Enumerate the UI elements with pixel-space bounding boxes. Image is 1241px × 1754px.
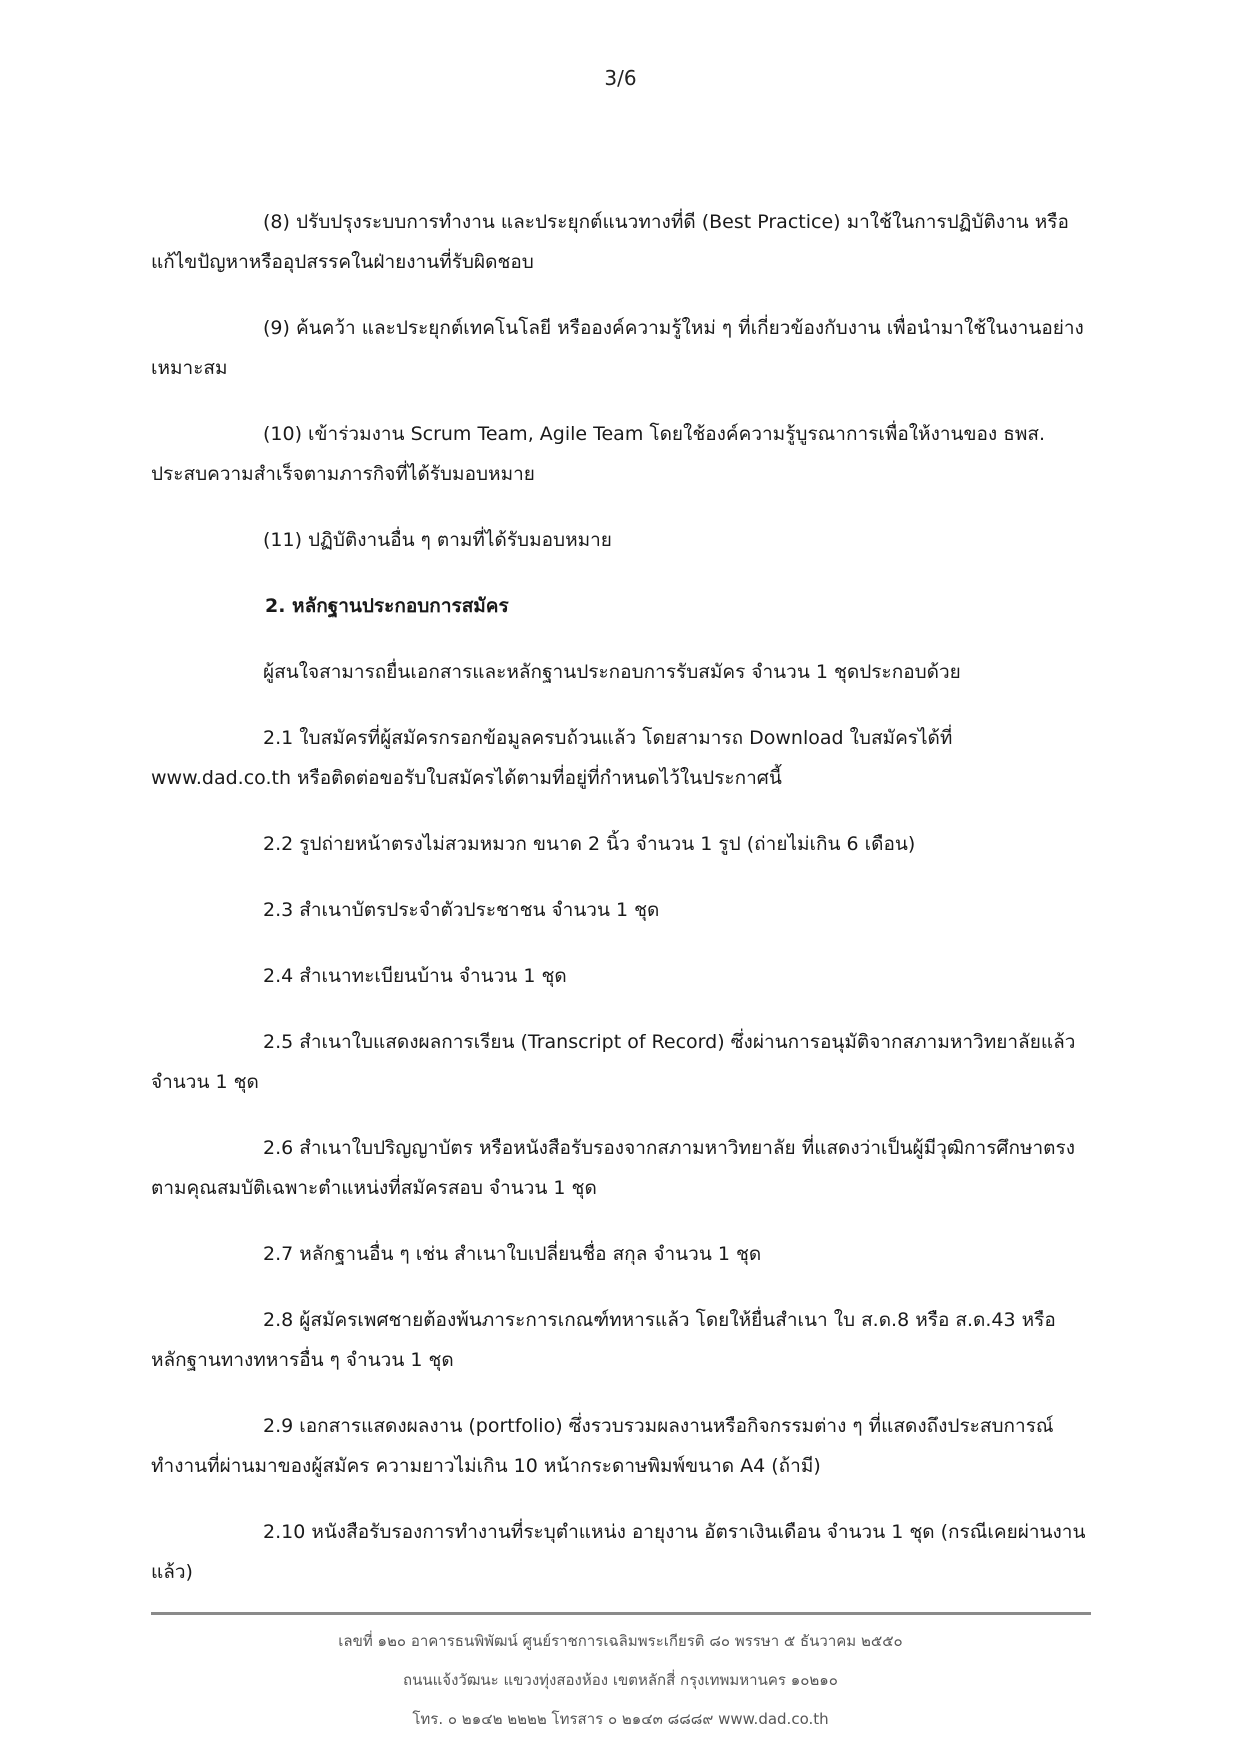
document-item-2-10: 2.10 หนังสือรับรองการทำงานที่ระบุตำแหน่ง อายุงาน อัตราเงินเดือน จำนวน 1 ชุด (กรณีเคยผ่านงานแล้ว) xyxy=(151,1521,1086,1583)
document-item-2-3: 2.3 สำเนาบัตรประจำตัวประชาชน จำนวน 1 ชุด xyxy=(263,899,660,921)
document-item-2-7: 2.7 หลักฐานอื่น ๆ เช่น สำเนาใบเปลี่ยนชื่อ สกุล จำนวน 1 ชุด xyxy=(263,1243,762,1265)
duty-item-9: (9) ค้นคว้า และประยุกต์เทคโนโลยี หรือองค์ความรู้ใหม่ ๆ ที่เกี่ยวข้องกับงาน เพื่อนำมาใช้ในงานอย่างเหมาะสม xyxy=(151,317,1084,379)
duty-item-8: (8) ปรับปรุงระบบการทำงาน และประยุกต์แนวทางที่ดี (Best Practice) มาใช้ในการปฏิบัติงาน หรือแก้ไขปัญหาหรืออุปสรรคในฝ่ายงานที่รับผิดชอบ xyxy=(151,211,1069,273)
page-number: 3/6 xyxy=(604,66,637,90)
document-item-2-1: 2.1 ใบสมัครที่ผู้สมัครกรอกข้อมูลครบถ้วนแล้ว โดยสามารถ Download ใบสมัครได้ที่ www.dad.co.th หรือติดต่อขอรับใบสมัครได้ตามที่อยู่ที่กำหนดไว้ในประกาศนี้ xyxy=(151,727,953,789)
documents-intro: ผู้สนใจสามารถยื่นเอกสารและหลักฐานประกอบการรับสมัคร จำนวน 1 ชุดประกอบด้วย xyxy=(263,661,961,683)
document-item-2-5: 2.5 สำเนาใบแสดงผลการเรียน (Transcript of Record) ซึ่งผ่านการอนุมัติจากสภามหาวิทยาลัยแล้ว จำนวน 1 ชุด xyxy=(151,1031,1076,1093)
document-body xyxy=(151,202,1091,1618)
document-item-2-6: 2.6 สำเนาใบปริญญาบัตร หรือหนังสือรับรองจากสภามหาวิทยาลัย ที่แสดงว่าเป็นผู้มีวุฒิการศึกษาตรงตามคุณสมบัติเฉพาะตำแหน่งที่สมัครสอบ จำนวน 1 ชุด xyxy=(151,1137,1075,1199)
duty-item-11: (11) ปฏิบัติงานอื่น ๆ ตามที่ได้รับมอบหมาย xyxy=(263,529,612,551)
document-item-2-2: 2.2 รูปถ่ายหน้าตรงไม่สวมหมวก ขนาด 2 นิ้ว จำนวน 1 รูป (ถ่ายไม่เกิน 6 เดือน) xyxy=(263,833,916,855)
footer-address-line-1: เลขที่ ๑๒๐ อาคารธนพิพัฒน์ ศูนย์ราชการเฉลิมพระเกียรติ ๘๐ พรรษา ๕ ธันวาคม ๒๕๕๐ xyxy=(338,1632,903,1650)
document-item-2-8: 2.8 ผู้สมัครเพศชายต้องพ้นภาระการเกณฑ์ทหารแล้ว โดยให้ยื่นสำเนา ใบ ส.ด.8 หรือ ส.ด.43 หรือหลักฐานทางทหารอื่น ๆ จำนวน 1 ชุด xyxy=(151,1309,1056,1371)
section-heading-application-documents: 2. หลักฐานประกอบการสมัคร xyxy=(265,595,509,617)
footer-divider xyxy=(151,1612,1091,1615)
footer-contact-line: โทร. ๐ ๒๑๔๒ ๒๒๒๒ โทรสาร ๐ ๒๑๔๓ ๘๘๘๙ www.dad.co.th xyxy=(412,1710,829,1728)
footer-address xyxy=(0,1622,1241,1739)
duty-item-10: (10) เข้าร่วมงาน Scrum Team, Agile Team โดยใช้องค์ความรู้บูรณาการเพื่อให้งานของ ธพส. ประสบความสำเร็จตามภารกิจที่ได้รับมอบหมาย xyxy=(151,423,1045,485)
document-item-2-4: 2.4 สำเนาทะเบียนบ้าน จำนวน 1 ชุด xyxy=(263,965,567,987)
footer-address-line-2: ถนนแจ้งวัฒนะ แขวงทุ่งสองห้อง เขตหลักสี่ กรุงเทพมหานคร ๑๐๒๑๐ xyxy=(403,1671,838,1689)
document-item-2-9: 2.9 เอกสารแสดงผลงาน (portfolio) ซึ่งรวบรวมผลงานหรือกิจกรรมต่าง ๆ ที่แสดงถึงประสบการณ์ทำงานที่ผ่านมาของผู้สมัคร ความยาวไม่เกิน 10 หน้ากระดาษพิมพ์ขนาด A4 (ถ้ามี) xyxy=(151,1415,1054,1477)
